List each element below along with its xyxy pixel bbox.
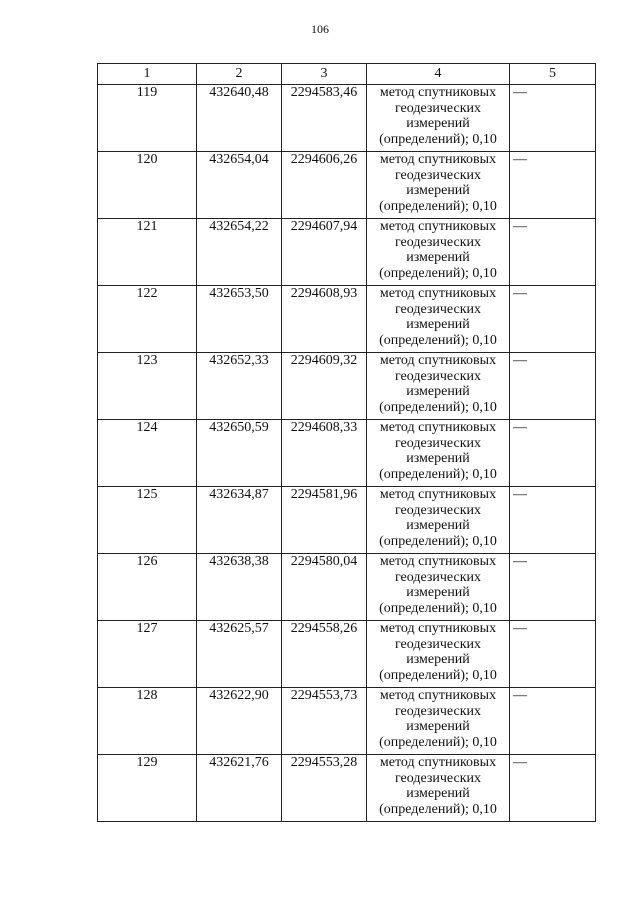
method-cell	[367, 621, 510, 688]
y-coordinate-cell: 2294607,94	[282, 219, 367, 286]
method-line: (определений); 0,10	[379, 667, 497, 683]
x-coordinate-cell: 432640,48	[197, 85, 282, 152]
method-line: измерений	[406, 585, 470, 600]
table-row	[98, 487, 596, 554]
column5-cell: —	[510, 85, 596, 152]
column5-cell: —	[510, 554, 596, 621]
table-row	[98, 755, 596, 822]
method-line: геодезических	[394, 703, 481, 719]
x-coordinate-cell: 432622,90	[197, 688, 282, 755]
table-row	[98, 219, 596, 286]
coordinates-table	[97, 63, 596, 822]
method-line: геодезических	[394, 234, 481, 250]
column-header: 3	[282, 64, 367, 85]
column5-cell: —	[510, 755, 596, 822]
method-line: (определений); 0,10	[379, 198, 497, 214]
method-line: измерений	[406, 116, 470, 131]
y-coordinate-cell: 2294609,32	[282, 353, 367, 420]
point-number-cell: 128	[98, 688, 197, 755]
x-coordinate-cell: 432634,87	[197, 487, 282, 554]
y-coordinate-cell: 2294558,26	[282, 621, 367, 688]
x-coordinate-cell: 432652,33	[197, 353, 282, 420]
method-line: (определений); 0,10	[379, 600, 497, 616]
method-cell	[367, 554, 510, 621]
method-line: метод спутниковых	[379, 554, 497, 569]
x-coordinate-cell: 432650,59	[197, 420, 282, 487]
method-line: метод спутниковых	[379, 85, 497, 100]
method-line: метод спутниковых	[379, 420, 497, 435]
y-coordinate-cell: 2294580,04	[282, 554, 367, 621]
method-line: геодезических	[394, 100, 481, 116]
point-number-cell: 123	[98, 353, 197, 420]
method-line: измерений	[406, 250, 470, 265]
method-line: метод спутниковых	[379, 353, 497, 368]
method-cell	[367, 487, 510, 554]
x-coordinate-cell: 432654,22	[197, 219, 282, 286]
method-line: измерений	[406, 518, 470, 533]
column-header: 5	[510, 64, 596, 85]
y-coordinate-cell: 2294553,73	[282, 688, 367, 755]
column5-cell: —	[510, 286, 596, 353]
column5-cell: —	[510, 621, 596, 688]
point-number-cell: 122	[98, 286, 197, 353]
point-number-cell: 124	[98, 420, 197, 487]
method-line: измерений	[406, 317, 470, 332]
method-line: измерений	[406, 384, 470, 399]
y-coordinate-cell: 2294553,28	[282, 755, 367, 822]
method-cell	[367, 755, 510, 822]
method-line: (определений); 0,10	[379, 265, 497, 281]
method-line: метод спутниковых	[379, 152, 497, 167]
column5-cell: —	[510, 688, 596, 755]
column-header: 2	[197, 64, 282, 85]
table-row	[98, 420, 596, 487]
point-number-cell: 129	[98, 755, 197, 822]
method-line: (определений); 0,10	[379, 466, 497, 482]
method-line: метод спутниковых	[379, 688, 497, 703]
method-line: метод спутниковых	[379, 286, 497, 301]
column5-cell: —	[510, 353, 596, 420]
y-coordinate-cell: 2294608,93	[282, 286, 367, 353]
method-line: геодезических	[394, 368, 481, 384]
column-header: 1	[98, 64, 197, 85]
column5-cell: —	[510, 152, 596, 219]
method-line: измерений	[406, 652, 470, 667]
x-coordinate-cell: 432638,38	[197, 554, 282, 621]
method-line: метод спутниковых	[379, 755, 497, 770]
y-coordinate-cell: 2294583,46	[282, 85, 367, 152]
point-number-cell: 127	[98, 621, 197, 688]
method-line: геодезических	[394, 770, 481, 786]
method-cell	[367, 420, 510, 487]
point-number-cell: 121	[98, 219, 197, 286]
x-coordinate-cell: 432653,50	[197, 286, 282, 353]
method-line: измерений	[406, 786, 470, 801]
point-number-cell: 120	[98, 152, 197, 219]
method-line: метод спутниковых	[379, 219, 497, 234]
point-number-cell: 125	[98, 487, 197, 554]
page-number: 106	[311, 22, 329, 36]
y-coordinate-cell: 2294606,26	[282, 152, 367, 219]
method-cell	[367, 85, 510, 152]
column5-cell: —	[510, 420, 596, 487]
method-cell	[367, 219, 510, 286]
method-line: (определений); 0,10	[379, 801, 497, 817]
table-row	[98, 688, 596, 755]
column5-cell: —	[510, 219, 596, 286]
method-line: геодезических	[394, 569, 481, 585]
method-line: геодезических	[394, 636, 481, 652]
method-line: (определений); 0,10	[379, 332, 497, 348]
y-coordinate-cell: 2294581,96	[282, 487, 367, 554]
table-row	[98, 152, 596, 219]
method-cell	[367, 688, 510, 755]
y-coordinate-cell: 2294608,33	[282, 420, 367, 487]
table-row	[98, 353, 596, 420]
method-line: (определений); 0,10	[379, 131, 497, 147]
method-line: метод спутниковых	[379, 487, 497, 502]
x-coordinate-cell: 432621,76	[197, 755, 282, 822]
method-cell	[367, 353, 510, 420]
method-line: измерений	[406, 719, 470, 734]
column-header: 4	[367, 64, 510, 85]
table-row	[98, 85, 596, 152]
method-line: (определений); 0,10	[379, 734, 497, 750]
method-line: геодезических	[394, 502, 481, 518]
point-number-cell: 126	[98, 554, 197, 621]
method-cell	[367, 152, 510, 219]
column5-cell: —	[510, 487, 596, 554]
method-line: (определений); 0,10	[379, 399, 497, 415]
table-row	[98, 286, 596, 353]
table-row	[98, 554, 596, 621]
method-line: измерений	[406, 451, 470, 466]
method-cell	[367, 286, 510, 353]
method-line: геодезических	[394, 301, 481, 317]
method-line: геодезических	[394, 435, 481, 451]
x-coordinate-cell: 432654,04	[197, 152, 282, 219]
method-line: (определений); 0,10	[379, 533, 497, 549]
point-number-cell: 119	[98, 85, 197, 152]
method-line: метод спутниковых	[379, 621, 497, 636]
method-line: измерений	[406, 183, 470, 198]
method-line: геодезических	[394, 167, 481, 183]
x-coordinate-cell: 432625,57	[197, 621, 282, 688]
table-row	[98, 621, 596, 688]
table-header-row	[98, 64, 596, 85]
